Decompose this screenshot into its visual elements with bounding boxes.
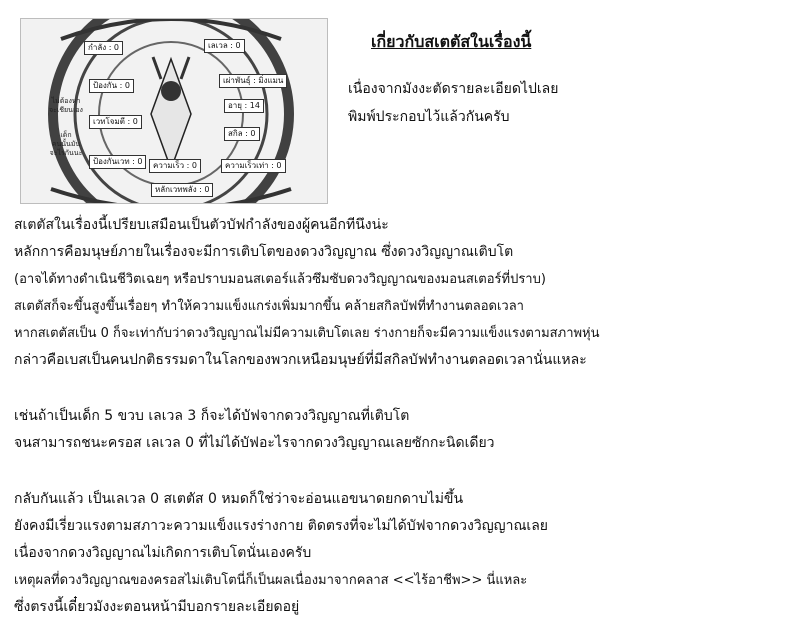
intro-line: พิมพ์ประกอบไว้แล้วกันครับ bbox=[348, 109, 510, 125]
side-note-1 bbox=[43, 97, 89, 115]
stat-race: เผ่าพันธุ์ : มิ่งแมน bbox=[219, 74, 287, 88]
body-line: กลับกันแล้ว เป็นเลเวล 0 สเตตัส 0 หมดก็ใช่ว่าจะอ่อนแอขนาดยกดาบไม่ขึ้น bbox=[14, 491, 464, 507]
stat-speed: ความเร็ว : 0 bbox=[149, 159, 201, 173]
body-line: (อาจได้ทางดำเนินชีวิตเฉยๆ หรือปราบมอนสเตอร์แล้วซึมซับดวงวิญญาณของมอนสเตอร์ที่ปราบ) bbox=[14, 272, 546, 287]
intro-line: เนื่องจากมังงะตัดรายละเอียดไปเลย bbox=[348, 81, 559, 97]
body-line: สเตตัสในเรื่องนี้เปรียบเสมือนเป็นตัวบัฟกำลังของผู้คนอีกทีนึงน่ะ bbox=[14, 217, 389, 233]
stat-skill: สกิล : 0 bbox=[224, 127, 260, 141]
side-note-text: ไม่ต้องหา จะเชียนเอง bbox=[49, 97, 83, 114]
body-line: ยังคงมีเรี่ยวแรงตามสภาวะความแข็งแรงร่างกาย ติดตรงที่จะไม่ได้บัฟจากดวงวิญญาณเลย bbox=[14, 518, 548, 534]
page-heading: เกี่ยวกับสเตตัสในเรื่องนี้ bbox=[371, 32, 532, 51]
body-line: สเตตัสก็จะขึ้นสูงขึ้นเรื่อยๆ ทำให้ความแข็งแกร่งเพิ่มมากขึ้น คล้ายสกิลบัฟที่ทำงานตลอดเวลา bbox=[14, 299, 524, 314]
stat-magic-power: หลักเวทพลัง : 0 bbox=[151, 183, 213, 197]
stat-agility: ความเร็วเท่า : 0 bbox=[221, 159, 286, 173]
side-note-2 bbox=[43, 131, 89, 158]
body-line: จนสามารถชนะครอส เลเวล 0 ที่ไม่ได้บัฟอะไรจากดวงวิญญาณเลยซักกะนิดเดียว bbox=[14, 435, 495, 451]
stat-level: เลเวล : 0 bbox=[204, 39, 245, 53]
manga-illustration bbox=[20, 18, 328, 204]
body-line: หลักการคือมนุษย์ภายในเรื่องจะมีการเติบโตของดวงวิญญาณ ซึ่งดวงวิญญาณเติบโต bbox=[14, 244, 514, 260]
side-note-text: เด็ก คนนั้นมัน จะไรกันนะ bbox=[49, 131, 83, 157]
stat-strength: กำลัง : 0 bbox=[84, 41, 123, 55]
body-line: หากสเตตัสเป็น 0 ก็จะเท่ากับว่าดวงวิญญาณไม่มีความเติบโตเลย ร่างกายก็จะมีความแข็งแรงตามสภาพหุ่น bbox=[14, 326, 600, 341]
body-line: กล่าวคือเบสเป็นคนปกติธรรมดาในโลกของพวกเหนือมนุษย์ที่มีสกิลบัฟทำงานตลอดเวลานั่นแหละ bbox=[14, 352, 587, 368]
stat-defense: ป้องกัน : 0 bbox=[89, 79, 134, 93]
stat-age: อายุ : 14 bbox=[224, 99, 264, 113]
body-line: เหตุผลที่ดวงวิญญาณของครอสไม่เติบโตนี่ก็เป็นผลเนื่องมาจากคลาส <<ไร้อาชีพ>> นี่แหละ bbox=[14, 573, 528, 588]
body-line: เนื่องจากดวงวิญญาณไม่เกิดการเติบโตนั่นเองครับ bbox=[14, 545, 312, 561]
body-line: เช่นถ้าเป็นเด็ก 5 ขวบ เลเวล 3 ก็จะได้บัฟจากดวงวิญญาณที่เติบโต bbox=[14, 408, 410, 424]
stat-magic-attack: เวทโจมตี : 0 bbox=[89, 115, 142, 129]
stat-magic-defense: ป้องกันเวท : 0 bbox=[89, 155, 146, 169]
body-line: ซึ่งตรงนี้เดี๋ยวมังงะตอนหน้ามีบอกรายละเอียดอยู่ bbox=[14, 599, 300, 615]
